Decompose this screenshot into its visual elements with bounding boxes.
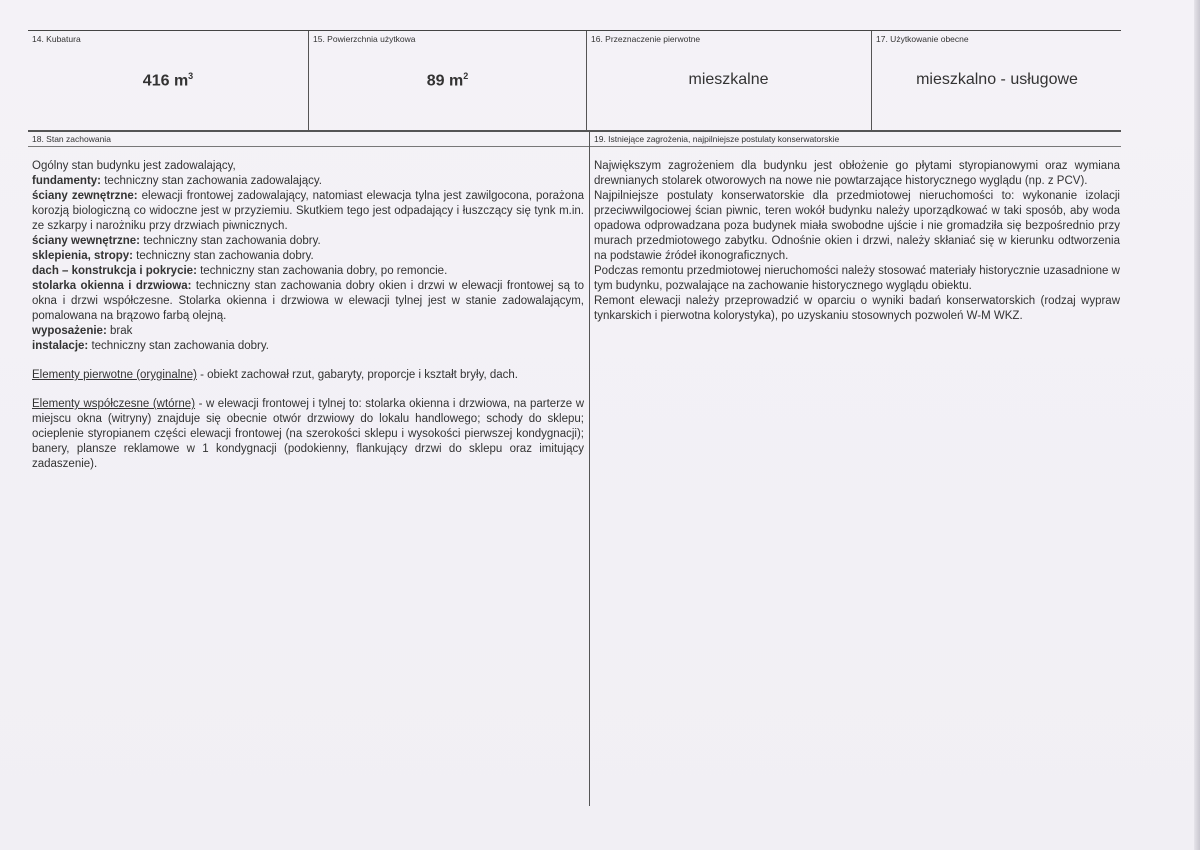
cell-powierzchnia [308,31,586,130]
condition-item: stolarka okienna i drzwiowa: techniczny stan zachowania dobry okien i drzwi w elewacji frontowej są to okna i drzwi współczesne. Stolarka okienna i drzwiowa w elewacji tylnej jest w stanie zadowalającym, pomalowana na brązowo farbą olejną. [32,280,584,322]
cell-label: 17. Użytkowanie obecne [876,34,969,44]
postulate-paragraph: Najpilniejsze postulaty konserwatorskie dla przedmiotowej nieruchomości to: wykonanie izolacji przeciwwilgociowej ścian piwnic, teren wokół budynku należy uporządkować w taki sposób, aby woda opadowa odprowadzana poza budynek miała swobodne ujście i nie gromadziła się bezpośrednio przy murach przedmiotowego zabytku. Odnośnie okien i drzwi, należy skłaniać się w kierunku odtworzenia na podstawie źródeł ikonograficznych. [594,190,1120,262]
condition-item: dach – konstrukcja i pokrycie: techniczny stan zachowania dobry, po remoncie. [32,265,448,277]
cell-value: 89 $m^2$ [426,71,469,90]
condition-item: instalacje: techniczny stan zachowania dobry. [32,340,269,352]
cell-value: mieszkalne [688,71,769,88]
cell-kubatura [28,31,308,130]
section-19-label: 19. Istniejące zagrożenia, najpilniejsze postulaty konserwatorskie [594,134,840,144]
condition-item: wyposażenie: brak [32,325,133,337]
section-19-content [594,159,1120,324]
summary-table [28,30,1121,132]
condition-item: ściany wewnętrzne: techniczny stan zachowania dobry. [32,235,321,247]
condition-item: fundamenty: techniczny stan zachowania zadowalający. [32,175,322,187]
cell-label: 14. Kubatura [32,34,81,44]
page-edge [1194,0,1200,850]
postulate-paragraph: Remont elewacji należy przeprowadzić w oparciu o wyniki badań konserwatorskich (rodzaj wypraw tynkarskich i pierwotna kolorystyka), po uzyskaniu stosownych pozwoleń W-M WKZ. [594,295,1120,322]
cell-uzytkowanie [871,31,1122,130]
condition-item: sklepienia, stropy: techniczny stan zachowania dobry. [32,250,314,262]
condition-item: ściany zewnętrzne: elewacji frontowej zadowalający, natomiast elewacja tylna jest zawilgocona, porażona korozją biologiczną co widoczne jest w przyziemiu. Skutkiem tego jest odpadający i łuszczący się tynk m.in. ze szkarpy i narożniku przy drzwiach piwnicznych. [32,190,584,232]
threat-paragraph: Największym zagrożeniem dla budynku jest obłożenie go płytami styropianowymi oraz wymiana drewnianych stolarek otworowych na nowe nie powtarzające historycznego wyglądu (np. z PCV). [594,160,1120,187]
original-elements: Elementy pierwotne (oryginalne) - obiekt zachował rzut, gabaryty, proporcje i kształt bryły, dach. [32,369,518,381]
intro-line: Ogólny stan budynku jest zadowalający, [32,160,236,172]
cell-przeznaczenie [586,31,870,130]
section-19-underline [590,146,1121,147]
cell-label: 15. Powierzchnia użytkowa [313,34,416,44]
column-divider [589,131,590,806]
section-18-label: 18. Stan zachowania [32,134,111,144]
section-18-content [32,159,584,472]
modern-elements: Elementy współczesne (wtórne) - w elewacji frontowej i tylnej to: stolarka okienna i drzwiowa, na parterze w miejscu okna (witryny) znajduje się obecnie otwór drzwiowy do lokalu handlowego; schody do sklepu; ocieplenie styropianem części elewacji frontowej (na szerokości sklepu i wysokości pierwszej kondygnacji); banery, plansze reklamowe w 1 kondygnacji (podokienny, flankujący drzwi do sklepu oraz imitujący zadaszenie). [32,398,585,470]
postulate-paragraph: Podczas remontu przedmiotowej nieruchomości należy stosować materiały historycznie uzasadnione w tym budynku, pozwalające na zachowanie historycznego wyglądu obiektu. [594,265,1120,292]
cell-label: 16. Przeznaczenie pierwotne [591,34,701,44]
cell-value: mieszkalno - usługowe [916,71,1078,88]
section-18-underline [28,146,589,147]
details-section [28,131,1121,806]
cell-value: 416 $m^3$ [142,71,194,90]
